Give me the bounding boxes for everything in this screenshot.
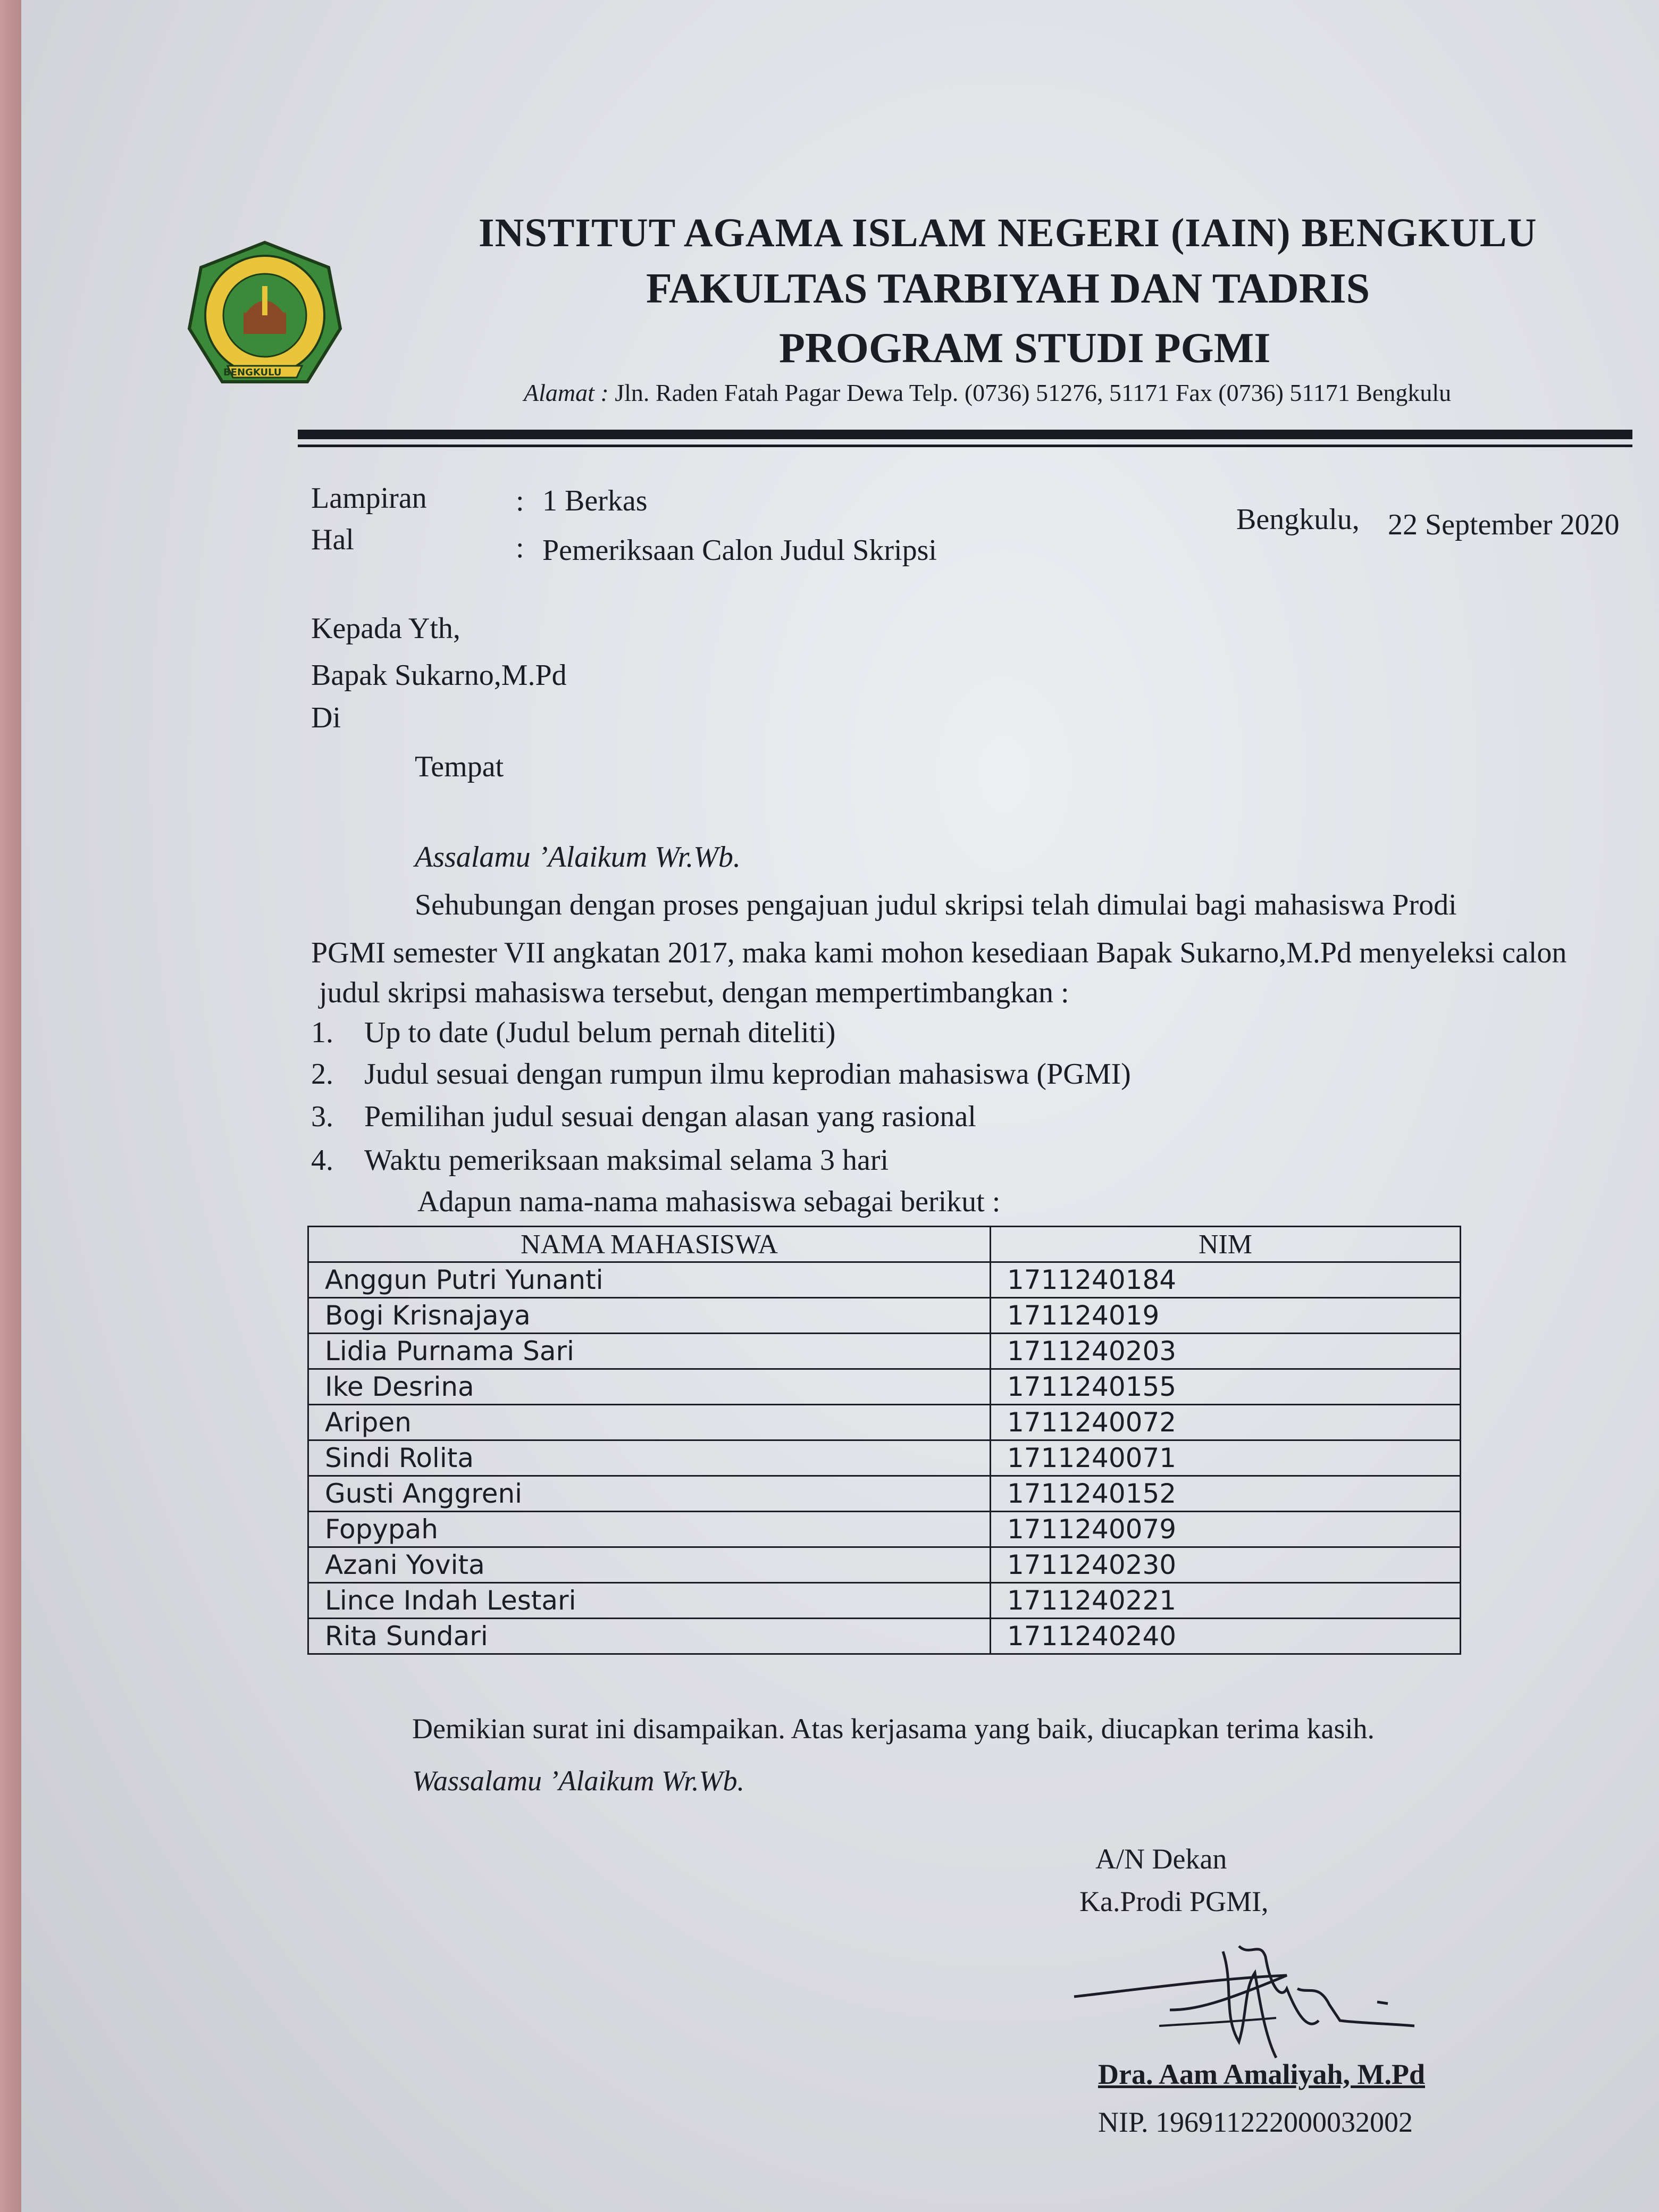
student-name: Gusti Anggreni xyxy=(308,1476,991,1512)
table-row xyxy=(308,1262,1461,1298)
student-nim: 1711240240 xyxy=(991,1619,1461,1654)
student-name: Rita Sundari xyxy=(308,1619,991,1654)
table-row xyxy=(308,1619,1461,1654)
criteria-item: Up to date (Judul belum pernah diteliti) xyxy=(364,1016,836,1049)
signatory-position: Ka.Prodi PGMI, xyxy=(1079,1886,1269,1917)
hal-label: Hal xyxy=(311,523,354,556)
student-name: Sindi Rolita xyxy=(308,1440,991,1476)
table-row xyxy=(308,1440,1461,1476)
student-nim: 1711240072 xyxy=(991,1405,1461,1440)
program-name: PROGRAM STUDI PGMI xyxy=(779,325,1271,372)
criteria-number: 4. xyxy=(311,1144,333,1177)
table-row xyxy=(308,1298,1461,1334)
student-nim: 1711240071 xyxy=(991,1440,1461,1476)
column-header-name: NAMA MAHASISWA xyxy=(308,1227,991,1262)
student-table xyxy=(307,1226,1461,1655)
criteria-item: Pemilihan judul sesuai dengan alasan yang rasional xyxy=(364,1100,976,1133)
student-name: Lince Indah Lestari xyxy=(308,1583,991,1619)
signatory-nip: NIP. 196911222000032002 xyxy=(1098,2106,1413,2138)
table-row xyxy=(308,1369,1461,1405)
body-paragraph-line-1: Sehubungan dengan proses pengajuan judul skripsi telah dimulai bagi mahasiswa Prodi xyxy=(415,889,1457,921)
address-text: Jln. Raden Fatah Pagar Dewa Telp. (0736) 51276, 51171 Fax (0736) 51171 Bengkulu xyxy=(608,379,1452,406)
student-nim: 1711240203 xyxy=(991,1334,1461,1369)
criteria-item: Waktu pemeriksaan maksimal selama 3 hari xyxy=(364,1144,889,1177)
student-name: Aripen xyxy=(308,1405,991,1440)
student-name: Azani Yovita xyxy=(308,1547,991,1583)
address-line xyxy=(524,379,1451,407)
student-nim: 1711240155 xyxy=(991,1369,1461,1405)
recipient-name: Bapak Sukarno,M.Pd xyxy=(311,659,567,692)
body-paragraph-line-2: PGMI semester VII angkatan 2017, maka kami mohon kesediaan Bapak Sukarno,M.Pd menyeleksi calon xyxy=(311,936,1567,969)
letter-date: 22 September 2020 xyxy=(1388,508,1620,541)
institution-name: INSTITUT AGAMA ISLAM NEGERI (IAIN) BENGKULU xyxy=(479,211,1537,255)
student-name: Bogi Krisnajaya xyxy=(308,1298,991,1334)
student-nim: 1711240152 xyxy=(991,1476,1461,1512)
criteria-number: 1. xyxy=(311,1016,333,1049)
table-row xyxy=(308,1547,1461,1583)
hal-value: Pemeriksaan Calon Judul Skripsi xyxy=(542,534,937,567)
signatory-name: Dra. Aam Amaliyah, M.Pd xyxy=(1098,2058,1425,2090)
criteria-item: Judul sesuai dengan rumpun ilmu keprodian mahasiswa (PGMI) xyxy=(364,1058,1131,1091)
logo-bottom-text: BENGKULU xyxy=(223,367,282,378)
student-list-intro: Adapun nama-nama mahasiswa sebagai berikut : xyxy=(417,1185,1001,1218)
student-nim: 1711240230 xyxy=(991,1547,1461,1583)
date-city: Bengkulu, xyxy=(1236,503,1360,536)
handwritten-signature xyxy=(1063,1909,1436,2068)
criteria-number: 2. xyxy=(311,1058,333,1091)
student-nim: 171124019 xyxy=(991,1298,1461,1334)
student-nim: 1711240079 xyxy=(991,1512,1461,1547)
closing-text: Demikian surat ini disampaikan. Atas kerjasama yang baik, diucapkan terima kasih. xyxy=(412,1713,1375,1745)
lampiran-label: Lampiran xyxy=(311,482,427,515)
body-paragraph-line-3: judul skripsi mahasiswa tersebut, dengan mempertimbangkan : xyxy=(319,976,1069,1009)
student-nim: 1711240184 xyxy=(991,1262,1461,1298)
recipient-di: Di xyxy=(311,701,341,734)
hal-colon: : xyxy=(516,531,524,564)
table-row xyxy=(308,1583,1461,1619)
student-nim: 1711240221 xyxy=(991,1583,1461,1619)
column-header-nim: NIM xyxy=(991,1227,1461,1262)
recipient-greeting: Kepada Yth, xyxy=(311,612,460,645)
opening-salam: Assalamu ’Alaikum Wr.Wb. xyxy=(415,841,741,874)
closing-salam: Wassalamu ’Alaikum Wr.Wb. xyxy=(412,1765,745,1797)
signatory-on-behalf: A/N Dekan xyxy=(1095,1843,1227,1875)
student-name: Fopypah xyxy=(308,1512,991,1547)
letterhead-rule-thick xyxy=(298,430,1632,439)
criteria-number: 3. xyxy=(311,1100,333,1133)
table-header-row xyxy=(308,1227,1461,1262)
table-row xyxy=(308,1476,1461,1512)
faculty-name: FAKULTAS TARBIYAH DAN TADRIS xyxy=(646,265,1370,312)
student-name: Anggun Putri Yunanti xyxy=(308,1262,991,1298)
lampiran-value: 1 Berkas xyxy=(542,484,648,517)
address-label: Alamat : xyxy=(524,379,609,406)
table-row xyxy=(308,1405,1461,1440)
letterhead-rule-thin xyxy=(298,445,1632,447)
lampiran-colon: : xyxy=(516,484,524,517)
table-row xyxy=(308,1334,1461,1369)
student-name: Lidia Purnama Sari xyxy=(308,1334,991,1369)
student-name: Ike Desrina xyxy=(308,1369,991,1405)
table-row xyxy=(308,1512,1461,1547)
recipient-tempat: Tempat xyxy=(415,750,504,783)
